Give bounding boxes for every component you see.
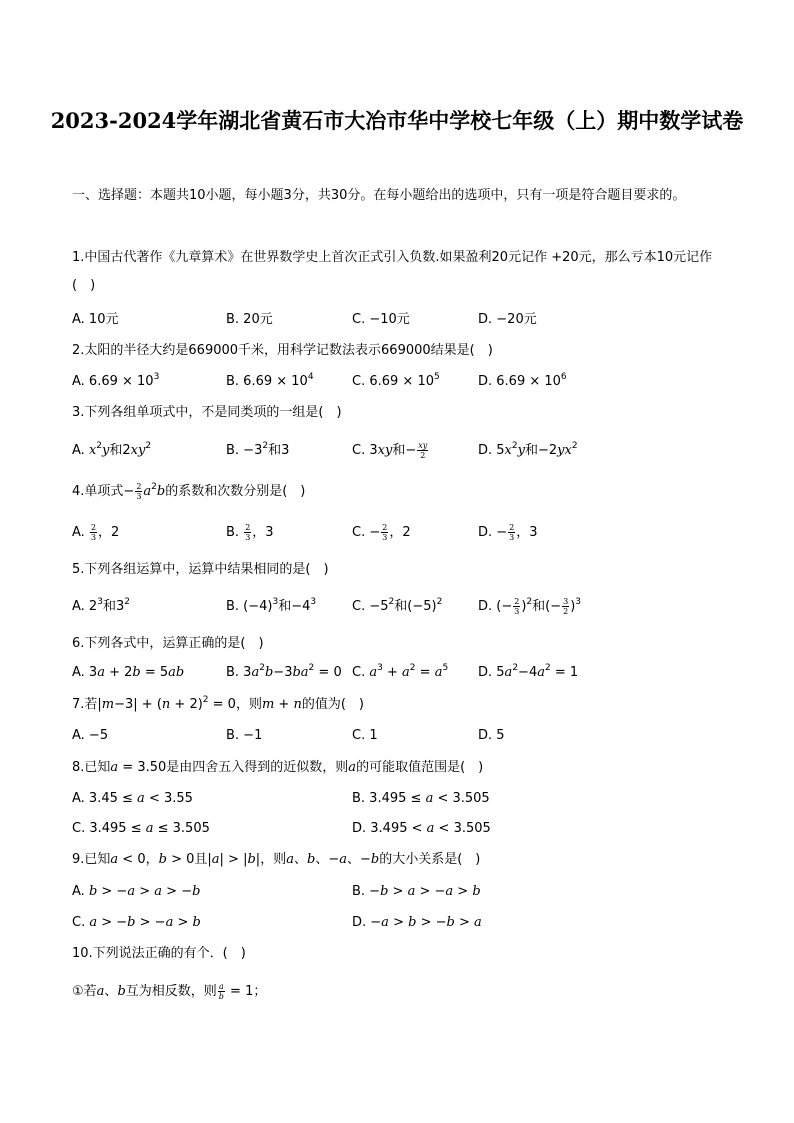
q8-option-b[interactable]: B. 3.495 ≤ a < 3.505 (352, 791, 490, 806)
q5-option-b[interactable]: B. $(-4)^3$和$-4^3$ (226, 597, 317, 614)
question-10-stem: 10.下列说法正确的有个．( ) (72, 946, 246, 961)
question-9-stem: 9.已知a < 0，b > 0且|a| > |b|，则a、b、−a、−b的大小关系是( ) (72, 852, 481, 867)
q5-option-d[interactable]: D. (− $\frac{2}{3}$ )$^2$和(− $\frac{3}{2}$ )$^3$ (478, 597, 582, 616)
q4-option-d[interactable]: D. − $\frac{2}{3}$ ，3 (478, 523, 538, 542)
q6-option-d[interactable]: D. $5a^2-4a^2 = 1$ (478, 663, 579, 680)
q6-option-c[interactable]: C. $a^3 + a^2 = a^5$ (352, 663, 449, 680)
question-7-options (72, 724, 722, 748)
question-1-options (72, 308, 722, 332)
q7-option-d[interactable]: D. 5 (478, 728, 505, 743)
q7-option-c[interactable]: C. 1 (352, 728, 378, 743)
q8-option-c[interactable]: C. 3.495 ≤ a ≤ 3.505 (72, 821, 210, 836)
q3-option-c[interactable]: C. 3xy和− $\frac{xy}{2}$ (352, 441, 428, 460)
q1-option-a[interactable]: A. 10元 (72, 312, 119, 327)
section-intro: 一、选择题：本题共10小题，每小题3分，共30分。在每小题给出的选项中，只有一项是符合题目要求的。 (72, 188, 686, 203)
q2-option-a[interactable]: A. $6.69 \times 10^3$ (72, 372, 160, 389)
q8-option-a[interactable]: A. 3.45 ≤ a < 3.55 (72, 791, 193, 806)
question-2-options (72, 370, 722, 394)
q9-option-b[interactable]: B. −b > a > −a > b (352, 884, 481, 899)
q6-option-a[interactable]: A. 3a + 2b = 5ab (72, 665, 185, 680)
q3-option-d[interactable]: D. $5x^2y$和$-2yx^2$ (478, 441, 578, 458)
question-7-stem: 7.若$|m-3| + (n + 2)^2 = 0$，则m + n的值为( ) (72, 695, 364, 712)
question-10-item-1: ①若a、b互为相反数，则 $\frac{a}{b}$ = 1； (72, 982, 267, 1001)
q9-option-d[interactable]: D. −a > b > −b > a (352, 915, 482, 930)
question-1-stem: 1.中国古代著作《九章算术》在世界数学史上首次正式引入负数.如果盈利20元记作 +20元，那么亏本10元记作( ) (72, 250, 713, 293)
q5-option-c[interactable]: C. $-5^2$和$(-5)^2$ (352, 597, 443, 614)
q9-option-c[interactable]: C. a > −b > −a > b (72, 915, 201, 930)
q9-option-a[interactable]: A. b > −a > a > −b (72, 884, 201, 899)
q1-option-d[interactable]: D. −20元 (478, 312, 537, 327)
q8-option-d[interactable]: D. 3.495 < a < 3.505 (352, 821, 491, 836)
q7-option-b[interactable]: B. −1 (226, 728, 263, 743)
q4-option-a[interactable]: A. $\frac{2}{3}$ ，2 (72, 523, 120, 542)
question-9-options-row1 (72, 880, 722, 904)
q3-option-b[interactable]: B. $-3^2$和3 (226, 441, 290, 458)
q4-option-b[interactable]: B. $\frac{2}{3}$ ，3 (226, 523, 274, 542)
q5-option-a[interactable]: A. $2^3$和$3^2$ (72, 597, 130, 614)
question-8-options-row1 (72, 787, 722, 811)
question-4-options (72, 521, 722, 545)
question-4-stem: 4.单项式− $\frac{2}{3}$ $a^2b$的系数和次数分别是( ) (72, 482, 306, 501)
q1-option-b[interactable]: B. 20元 (226, 312, 273, 327)
q2-option-b[interactable]: B. $6.69 \times 10^4$ (226, 372, 314, 389)
question-9-options-row2 (72, 911, 722, 935)
question-2-stem: 2.太阳的半径大约是669000千米，用科学记数法表示669000结果是( ) (72, 343, 493, 358)
q1-option-c[interactable]: C. −10元 (352, 312, 410, 327)
question-3-options (72, 439, 722, 463)
question-6-options (72, 661, 722, 685)
q7-option-a[interactable]: A. −5 (72, 728, 109, 743)
question-8-stem: 8.已知a = 3.50是由四舍五入得到的近似数，则a的可能取值范围是( ) (72, 760, 484, 775)
question-5-options (72, 595, 722, 619)
question-8-options-row2 (72, 817, 722, 841)
q2-option-d[interactable]: D. $6.69 \times 10^6$ (478, 372, 567, 389)
question-6-stem: 6.下列各式中，运算正确的是( ) (72, 636, 264, 651)
q3-option-a[interactable]: A. $x^2y$和$2xy^2$ (72, 441, 152, 458)
q2-option-c[interactable]: C. $6.69 \times 10^5$ (352, 372, 440, 389)
q6-option-b[interactable]: B. $3a^2b-3ba^2 = 0$ (226, 663, 342, 680)
question-3-stem: 3.下列各组单项式中，不是同类项的一组是( ) (72, 405, 342, 420)
page-title: 2023-2024学年湖北省黄石市大冶市华中学校七年级（上）期中数学试卷 (50, 108, 744, 133)
question-5-stem: 5.下列各组运算中，运算中结果相同的是( ) (72, 562, 329, 577)
q4-option-c[interactable]: C. − $\frac{2}{3}$ ，2 (352, 523, 411, 542)
